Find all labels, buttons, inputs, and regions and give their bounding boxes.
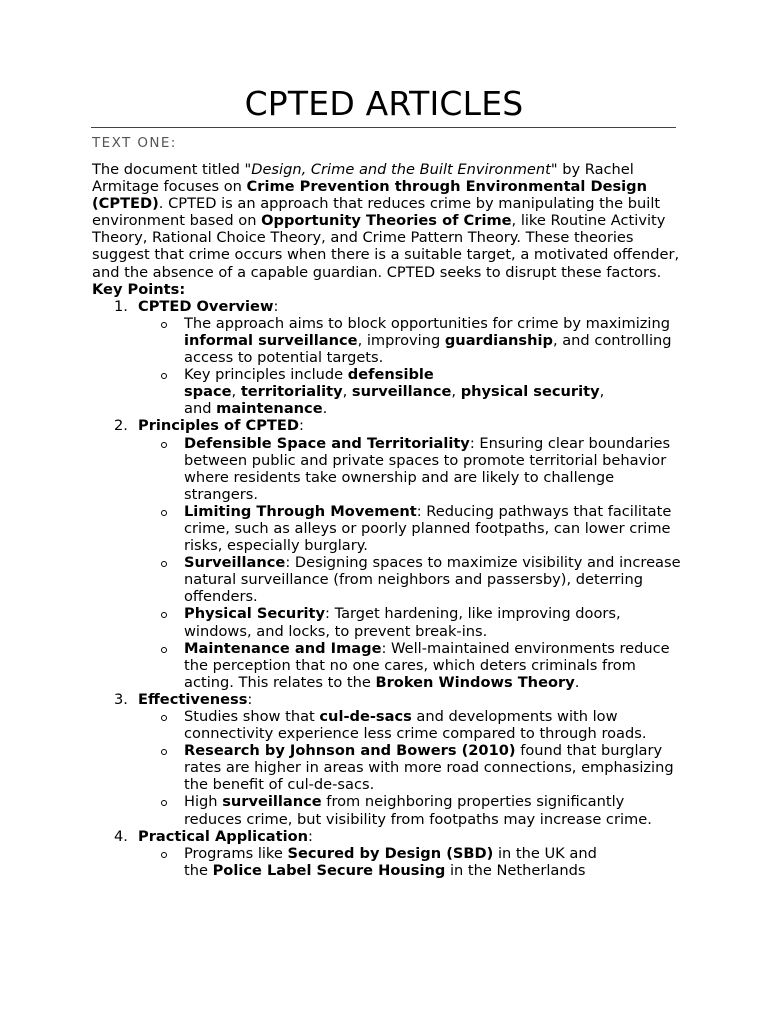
key-point-section: 3. Effectiveness: Studies show that cul-de-sacs and developments with low connectivity experience less crime compared to through roads. Research by Johnson and Bowers (2010) found that burglary rates are higher in areas with more road connections, emphasizing the benefit of cul-de-sacs. High surveillance from neighboring properties significantly reduces crime, but visibility from footpaths may increase crime. xyxy=(92,691,682,828)
item-text-run: in the UK and xyxy=(493,844,597,862)
item-text-run: Limiting Through Movement xyxy=(184,502,417,520)
item-text-run: Studies show that xyxy=(184,708,320,725)
intro-text-run: , like Routine Activity Theory, Rational Choice Theory, and Crime Pattern Theory. These theories suggest that crime occurs when there is a suitable target, a motivated offender, and the absence of a capable guardian. CPTED seeks to disrupt these factors. xyxy=(92,212,680,281)
circle-bullet-icon xyxy=(161,647,167,653)
item-text-run: and developments with low connectivity experience less crime compared to through roads. xyxy=(184,708,647,743)
circle-bullet-icon xyxy=(161,800,167,806)
item-text-run: , xyxy=(342,383,352,401)
key-points-list xyxy=(92,298,682,879)
list-item xyxy=(138,845,682,879)
intro-text-run: The document titled " xyxy=(92,161,252,178)
item-text-run: , and controlling access to potential targets. xyxy=(184,331,672,367)
item-text-run: guardianship xyxy=(444,331,553,349)
circle-bullet-icon xyxy=(161,715,167,721)
circle-bullet-icon xyxy=(161,442,167,448)
item-text-run: Secured by Design (SBD) xyxy=(287,844,494,862)
section-number: 3. xyxy=(114,690,128,708)
item-text-run: : Reducing pathways that facilitate crime, such as alleys or poorly planned footpaths, can lower crime risks, especially burglary. xyxy=(184,502,672,555)
item-text-run: Physical Security xyxy=(184,605,326,623)
item-text-run: High xyxy=(184,793,223,811)
circle-bullet-icon xyxy=(161,852,167,858)
item-text-run: informal surveillance xyxy=(184,331,358,349)
section-heading: Practical Application xyxy=(138,827,309,845)
section-item-list xyxy=(138,315,682,418)
section-item-list xyxy=(138,845,682,879)
item-text-run: defensible xyxy=(347,366,434,384)
item-text-run: maintenance xyxy=(216,400,323,418)
section-number: 2. xyxy=(114,417,128,435)
intro-paragraph xyxy=(92,161,682,281)
list-item xyxy=(138,435,682,503)
item-text-run: Key principles include xyxy=(184,366,348,384)
circle-bullet-icon xyxy=(161,510,167,516)
section-heading: CPTED Overview xyxy=(138,297,274,315)
item-text-run: The approach aims to block opportunities for crime by maximizing xyxy=(184,314,670,332)
item-text-run: Defensible Space and Territoriality xyxy=(184,434,470,452)
title-divider xyxy=(91,127,676,128)
document-title: CPTED ARTICLES xyxy=(244,84,524,123)
item-text-run: , improving xyxy=(357,331,445,349)
item-text-run: the xyxy=(184,861,213,879)
item-text-run: found that burglary rates are higher in areas with more road connections, emphasizing the benefit of cul-de-sacs. xyxy=(184,742,674,794)
item-text-run: surveillance xyxy=(351,383,452,401)
intro-text-run: " by Rachel Armitage focuses on xyxy=(92,161,634,196)
intro-text-run: Design, Crime and the Built Environment xyxy=(251,161,551,178)
item-text-run: cul-de-sacs xyxy=(319,708,412,725)
list-item xyxy=(138,554,682,605)
section-item-list xyxy=(138,708,682,828)
key-point-section: 2. Principles of CPTED: Defensible Space and Territoriality: Ensuring clear boundaries between public and private spaces to promote territorial behavior where residents take ownership and are likely to challenge strangers. Limiting Through Movement: Reducing pathways that facilitate crime, such as alleys or poorly planned footpaths, can lower crime risks, especially burglary. Surveillance: Designing spaces to maximize visibility and increase natural surveillance (from neighbors and passersby), deterring offenders. Physical Security: Target hardening, like improving doors, windows, and locks, to prevent break-ins. Maintenance and Image: Well-maintained environments reduce the perception that no one cares, which deters criminals from acting. This relates to the Broken Windows Theory. xyxy=(114,417,681,691)
circle-bullet-icon xyxy=(161,561,167,567)
item-text-run: , xyxy=(599,383,605,401)
item-text-run: physical security xyxy=(460,383,600,401)
item-text-run: , xyxy=(231,383,241,401)
section-item-list xyxy=(138,435,682,691)
intro-text-run: Opportunity Theories of Crime xyxy=(261,212,512,230)
item-text-run: : Ensuring clear boundaries between public and private spaces to promote territorial behavior where residents take ownership and are likely to challenge strangers. xyxy=(184,434,671,503)
item-text-run: : Designing spaces to maximize visibility and increase natural surveillance (from neighbors and passersby), deterring offenders. xyxy=(184,554,681,606)
list-item xyxy=(138,708,682,742)
circle-bullet-icon xyxy=(161,749,167,755)
item-text-run: Programs like xyxy=(184,844,288,862)
circle-bullet-icon xyxy=(161,373,167,379)
intro-text-run: Crime Prevention through Environmental Design (CPTED) xyxy=(92,178,648,213)
list-item xyxy=(138,315,682,366)
list-item xyxy=(138,742,682,793)
item-text-run: Maintenance and Image xyxy=(184,639,382,657)
item-text-run: . xyxy=(322,400,328,418)
item-text-run: territoriality xyxy=(240,383,343,401)
item-text-run: space xyxy=(184,383,232,401)
section-number: 4. xyxy=(114,827,128,845)
item-text-run: Broken Windows Theory xyxy=(375,673,575,691)
item-text-run: , xyxy=(451,383,461,401)
document-body xyxy=(92,161,682,879)
item-text-run: Surveillance xyxy=(184,554,286,572)
section-number: 1. xyxy=(114,297,128,315)
item-text-run: surveillance xyxy=(222,793,322,811)
list-item xyxy=(138,503,682,554)
section-heading: Effectiveness xyxy=(138,690,248,708)
document-subtitle: TEXT ONE: xyxy=(92,135,177,151)
list-item xyxy=(138,793,682,827)
item-text-run: . xyxy=(574,673,580,691)
intro-text-run: . CPTED is an approach that reduces crime by manipulating the built environment based on xyxy=(92,195,661,230)
key-points-heading: Key Points: xyxy=(92,280,186,298)
item-text-run: : Well-maintained environments reduce the perception that no one cares, which deters criminals from acting. This relates to the xyxy=(184,639,670,691)
section-heading: Principles of CPTED xyxy=(138,417,299,435)
key-point-section: 1. CPTED Overview: The approach aims to block opportunities for crime by maximizing informal surveillance, improving guardianship, and controlling access to potential targets. Key principles include defensible space, territoriality, surveillance, physical security, and maintenance. xyxy=(92,298,682,418)
list-item xyxy=(138,366,682,417)
item-text-run: Research by Johnson and Bowers (2010) xyxy=(184,742,516,760)
list-item xyxy=(138,605,682,639)
list-item xyxy=(138,640,682,691)
item-text-run: from neighboring properties significantly reduces crime, but visibility from footpaths may increase crime. xyxy=(184,793,652,828)
circle-bullet-icon xyxy=(161,612,167,618)
item-text-run: and xyxy=(184,400,217,418)
key-point-section: 4. Practical Application: Programs like Secured by Design (SBD) in the UK and the Police Label Secure Housing in the Netherlands xyxy=(92,828,682,879)
circle-bullet-icon xyxy=(161,322,167,328)
item-text-run: : Target hardening, like improving doors, windows, and locks, to prevent break-ins. xyxy=(184,605,621,640)
item-text-run: in the Netherlands xyxy=(445,861,586,879)
item-text-run: Police Label Secure Housing xyxy=(212,861,446,879)
